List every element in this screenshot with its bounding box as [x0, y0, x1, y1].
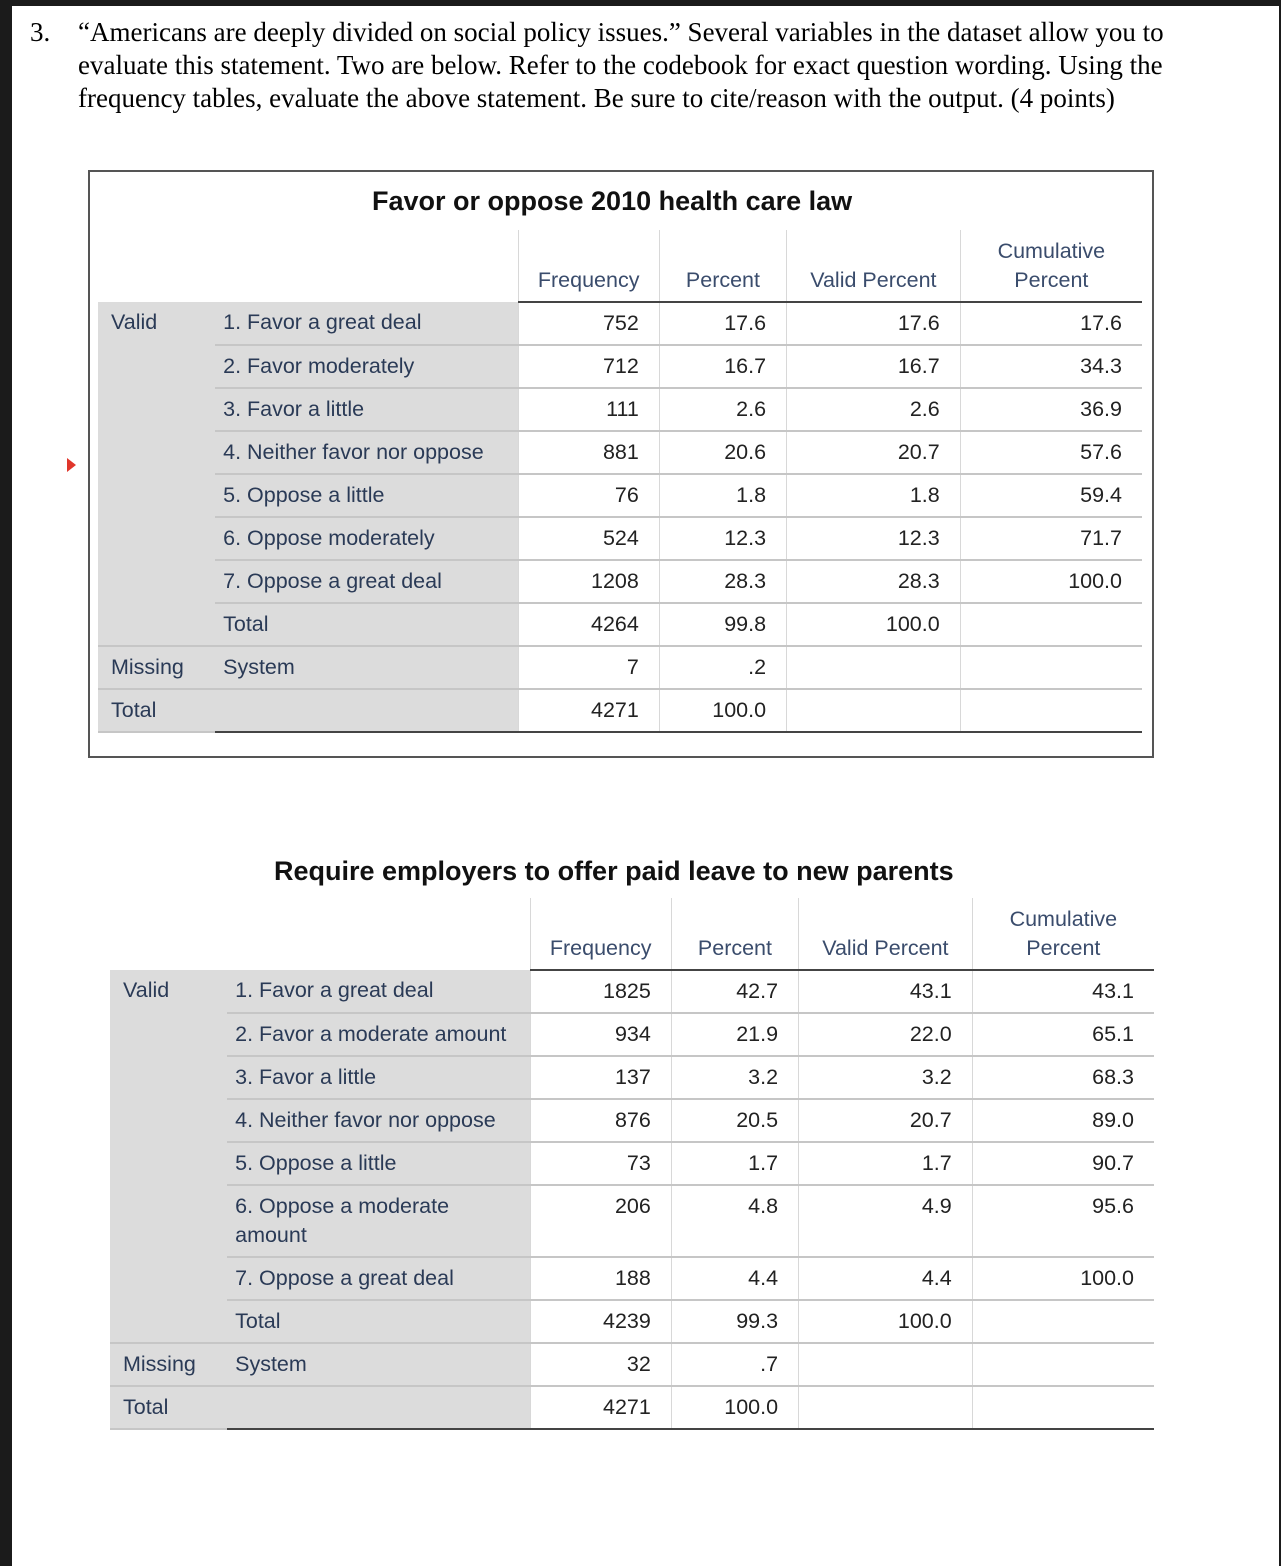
column-header: Percent: [671, 898, 798, 970]
percent-cell: 100.0: [671, 1386, 798, 1429]
valid-percent-cell: [799, 1386, 973, 1429]
row-category-label: 3. Favor a little: [215, 388, 518, 431]
column-header: Cumulative Percent: [972, 898, 1154, 970]
table-row: [98, 689, 1142, 732]
row-category-label: 2. Favor a moderate amount: [227, 1013, 530, 1056]
table-row: [98, 302, 1142, 345]
frequency-cell: 111: [518, 388, 659, 431]
valid-percent-cell: [787, 646, 961, 689]
cumulative-percent-cell: 43.1: [972, 970, 1154, 1013]
percent-cell: 16.7: [659, 345, 786, 388]
header-corner: [215, 230, 518, 302]
row-group-label: [110, 1142, 227, 1185]
row-group-label: [110, 1257, 227, 1300]
percent-cell: 21.9: [671, 1013, 798, 1056]
frequency-cell: 4264: [518, 603, 659, 646]
row-category-label: 2. Favor moderately: [215, 345, 518, 388]
frequency-cell: 32: [530, 1343, 671, 1386]
valid-percent-cell: 20.7: [787, 431, 961, 474]
row-group-label: [110, 1185, 227, 1257]
row-group-label: [98, 345, 215, 388]
row-category-label: 6. Oppose a moderate amount: [227, 1185, 530, 1257]
cumulative-percent-cell: [972, 1300, 1154, 1343]
row-group-label: Valid: [98, 302, 215, 345]
frequency-cell: 1208: [518, 560, 659, 603]
row-group-label: Total: [110, 1386, 227, 1429]
frequency-cell: 76: [518, 474, 659, 517]
valid-percent-cell: 28.3: [787, 560, 961, 603]
row-group-label: [110, 1099, 227, 1142]
percent-cell: 99.8: [659, 603, 786, 646]
row-group-label: Missing: [110, 1343, 227, 1386]
percent-cell: 100.0: [659, 689, 786, 732]
row-category-label: 3. Favor a little: [227, 1056, 530, 1099]
percent-cell: .2: [659, 646, 786, 689]
table-row: [110, 1343, 1154, 1386]
table-row: [98, 646, 1142, 689]
frequency-cell: 206: [530, 1185, 671, 1257]
row-category-label: 5. Oppose a little: [215, 474, 518, 517]
cumulative-percent-cell: 68.3: [972, 1056, 1154, 1099]
table-row: [110, 1257, 1154, 1300]
column-header: Frequency: [518, 230, 659, 302]
table-header-row: [98, 230, 1142, 302]
valid-percent-cell: 100.0: [787, 603, 961, 646]
cumulative-percent-cell: 95.6: [972, 1185, 1154, 1257]
percent-cell: 20.6: [659, 431, 786, 474]
row-group-label: [98, 388, 215, 431]
percent-cell: 12.3: [659, 517, 786, 560]
row-category-label: 5. Oppose a little: [227, 1142, 530, 1185]
table-header-row: [110, 898, 1154, 970]
percent-cell: 20.5: [671, 1099, 798, 1142]
row-category-label: 7. Oppose a great deal: [227, 1257, 530, 1300]
row-category-label: 4. Neither favor nor oppose: [227, 1099, 530, 1142]
table-row: [98, 431, 1142, 474]
valid-percent-cell: 22.0: [799, 1013, 973, 1056]
column-header: Frequency: [530, 898, 671, 970]
percent-cell: 17.6: [659, 302, 786, 345]
frequency-cell: 524: [518, 517, 659, 560]
frequency-cell: 752: [518, 302, 659, 345]
percent-cell: 1.8: [659, 474, 786, 517]
column-header: Valid Percent: [799, 898, 973, 970]
frequency-cell: 137: [530, 1056, 671, 1099]
cumulative-percent-cell: 100.0: [972, 1257, 1154, 1300]
percent-cell: 3.2: [671, 1056, 798, 1099]
header-corner: [98, 230, 215, 302]
valid-percent-cell: 16.7: [787, 345, 961, 388]
valid-percent-cell: 43.1: [799, 970, 973, 1013]
frequency-cell: 712: [518, 345, 659, 388]
row-category-label: 1. Favor a great deal: [227, 970, 530, 1013]
question-number: 3.: [30, 17, 51, 47]
row-category-label: Total: [227, 1300, 530, 1343]
table-row: [110, 1013, 1154, 1056]
frequency-table-health-care: [88, 170, 1154, 758]
cumulative-percent-cell: [960, 689, 1142, 732]
cumulative-percent-cell: [972, 1343, 1154, 1386]
cumulative-percent-cell: 57.6: [960, 431, 1142, 474]
frequency-cell: 1825: [530, 970, 671, 1013]
cumulative-percent-cell: 34.3: [960, 345, 1142, 388]
frequency-cell: 4239: [530, 1300, 671, 1343]
column-header: Valid Percent: [787, 230, 961, 302]
row-group-label: [98, 517, 215, 560]
row-group-label: Valid: [110, 970, 227, 1013]
cumulative-percent-cell: 90.7: [972, 1142, 1154, 1185]
valid-percent-cell: 4.9: [799, 1185, 973, 1257]
window-frame-top: [0, 0, 1281, 6]
cumulative-percent-cell: 71.7: [960, 517, 1142, 560]
row-group-label: [98, 603, 215, 646]
valid-percent-cell: 12.3: [787, 517, 961, 560]
table-row: [110, 1142, 1154, 1185]
frequency-cell: 881: [518, 431, 659, 474]
row-category-label: System: [227, 1343, 530, 1386]
row-category-label: 7. Oppose a great deal: [215, 560, 518, 603]
table-row: [110, 1056, 1154, 1099]
row-group-label: [110, 1300, 227, 1343]
percent-cell: 42.7: [671, 970, 798, 1013]
frequency-cell: 934: [530, 1013, 671, 1056]
row-group-label: [98, 431, 215, 474]
table-row: [98, 560, 1142, 603]
percent-cell: 99.3: [671, 1300, 798, 1343]
row-category-label: Total: [215, 603, 518, 646]
cumulative-percent-cell: 17.6: [960, 302, 1142, 345]
frequency-table: [110, 898, 1154, 1430]
row-category-label: System: [215, 646, 518, 689]
question-text: “Americans are deeply divided on social policy issues.” Several variables in the dataset allow you to evaluate this statement. Two are below. Refer to the codebook for exact question wording. Using the frequency tables, evaluate the above statement. Be sure to cite/reason with the output. (4 points): [78, 17, 1164, 113]
valid-percent-cell: 2.6: [787, 388, 961, 431]
table-row: [110, 970, 1154, 1013]
table-row: [98, 603, 1142, 646]
table-row: [98, 517, 1142, 560]
frequency-cell: 4271: [518, 689, 659, 732]
valid-percent-cell: [787, 689, 961, 732]
valid-percent-cell: 1.7: [799, 1142, 973, 1185]
valid-percent-cell: [799, 1343, 973, 1386]
table-row: [110, 1099, 1154, 1142]
window-frame-left: [0, 0, 12, 1566]
valid-percent-cell: 20.7: [799, 1099, 973, 1142]
cumulative-percent-cell: 59.4: [960, 474, 1142, 517]
frequency-cell: 73: [530, 1142, 671, 1185]
table-title: Favor or oppose 2010 health care law: [372, 186, 853, 216]
table-row: [110, 1386, 1154, 1429]
table-row: [98, 345, 1142, 388]
row-group-label: [110, 1056, 227, 1099]
column-header: Cumulative Percent: [960, 230, 1142, 302]
table-row: [110, 1300, 1154, 1343]
frequency-table-paid-leave: [110, 850, 1154, 1490]
cumulative-percent-cell: 100.0: [960, 560, 1142, 603]
row-category-label: [227, 1386, 530, 1429]
caret-right-icon: [67, 458, 76, 472]
valid-percent-cell: 1.8: [787, 474, 961, 517]
question-block: [30, 16, 1260, 115]
row-group-label: Total: [98, 689, 215, 732]
percent-cell: 28.3: [659, 560, 786, 603]
row-category-label: 6. Oppose moderately: [215, 517, 518, 560]
percent-cell: .7: [671, 1343, 798, 1386]
row-group-label: [98, 474, 215, 517]
cumulative-percent-cell: [972, 1386, 1154, 1429]
row-category-label: 1. Favor a great deal: [215, 302, 518, 345]
cumulative-percent-cell: 89.0: [972, 1099, 1154, 1142]
cumulative-percent-cell: 65.1: [972, 1013, 1154, 1056]
percent-cell: 2.6: [659, 388, 786, 431]
row-group-label: [110, 1013, 227, 1056]
frequency-cell: 4271: [530, 1386, 671, 1429]
valid-percent-cell: 4.4: [799, 1257, 973, 1300]
cumulative-percent-cell: [960, 646, 1142, 689]
frequency-table: [98, 230, 1142, 733]
valid-percent-cell: 3.2: [799, 1056, 973, 1099]
valid-percent-cell: 17.6: [787, 302, 961, 345]
cumulative-percent-cell: 36.9: [960, 388, 1142, 431]
row-category-label: [215, 689, 518, 732]
table-row: [98, 474, 1142, 517]
row-group-label: Missing: [98, 646, 215, 689]
table-row: [98, 388, 1142, 431]
table-row: [110, 1185, 1154, 1257]
row-category-label: 4. Neither favor nor oppose: [215, 431, 518, 474]
frequency-cell: 7: [518, 646, 659, 689]
percent-cell: 4.8: [671, 1185, 798, 1257]
percent-cell: 4.4: [671, 1257, 798, 1300]
header-corner: [227, 898, 530, 970]
frequency-cell: 876: [530, 1099, 671, 1142]
table-title: Require employers to offer paid leave to new parents: [274, 856, 954, 886]
column-header: Percent: [659, 230, 786, 302]
valid-percent-cell: 100.0: [799, 1300, 973, 1343]
row-group-label: [98, 560, 215, 603]
cumulative-percent-cell: [960, 603, 1142, 646]
header-corner: [110, 898, 227, 970]
percent-cell: 1.7: [671, 1142, 798, 1185]
frequency-cell: 188: [530, 1257, 671, 1300]
